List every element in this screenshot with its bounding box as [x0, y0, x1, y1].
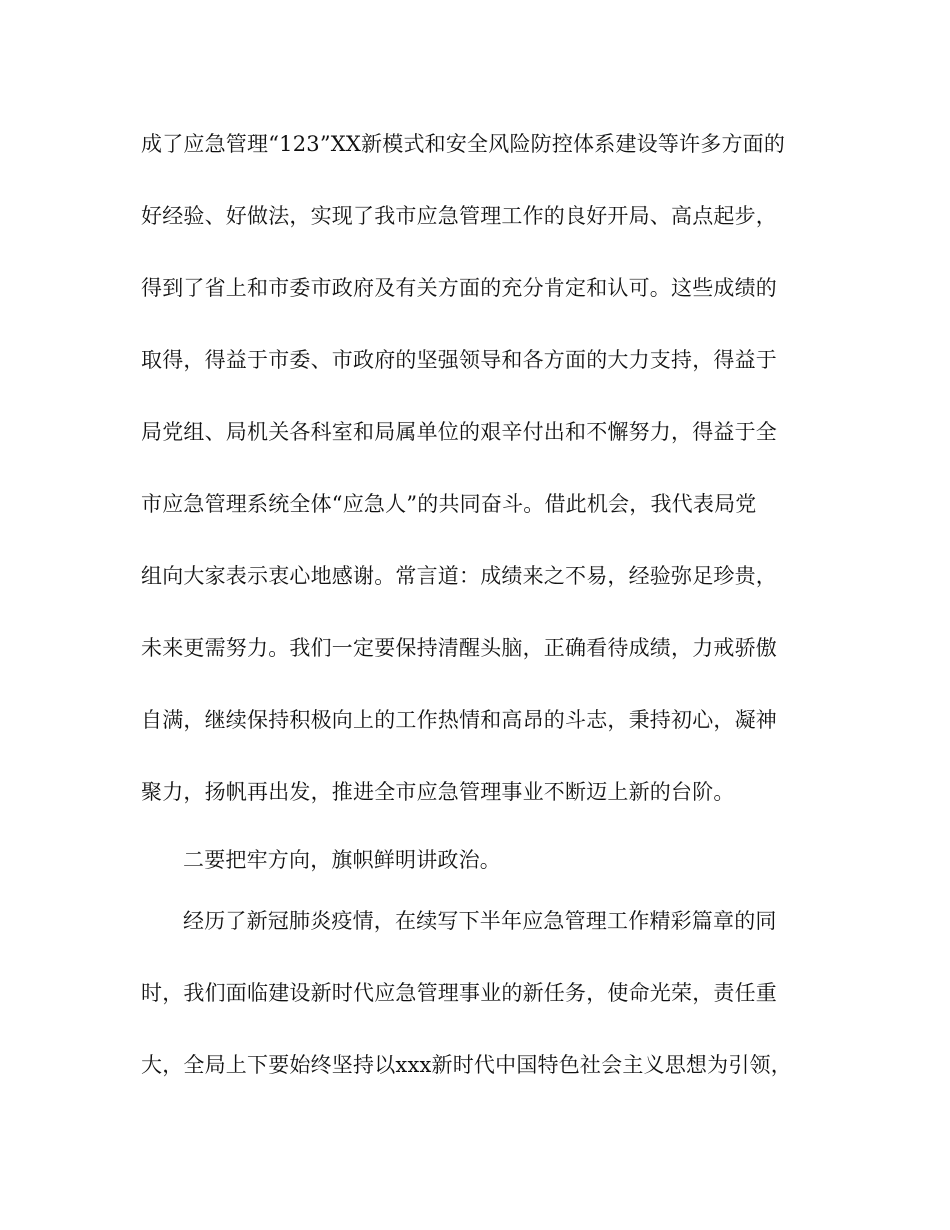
body-text-line: 未来更需努力。我们一定要保持清醒头脑，正确看待成绩，力戒骄傲	[141, 636, 777, 660]
body-text-line: 自满，继续保持积极向上的工作热情和高昂的斗志，秉持初心，凝神	[141, 708, 777, 732]
body-text-line: 好经验、好做法，实现了我市应急管理工作的良好开局、高点起步，	[141, 204, 777, 228]
body-text-line: 局党组、局机关各科室和局属单位的艰辛付出和不懈努力，得益于全	[141, 420, 777, 444]
body-text-line: 市应急管理系统全体“应急人”的共同奋斗。借此机会，我代表局党	[141, 492, 757, 516]
body-text-line: 聚力，扬帆再出发，推进全市应急管理事业不断迈上新的台阶。	[141, 780, 735, 804]
body-text-line: 组向大家表示衷心地感谢。常言道：成绩来之不易，经验弥足珍贵，	[141, 564, 777, 588]
body-text-line: 经历了新冠肺炎疫情，在续写下半年应急管理工作精彩篇章的同	[183, 909, 777, 933]
body-text-line: 大，全局上下要始终坚持以xxx新时代中国特色社会主义思想为引领，	[141, 1053, 792, 1077]
section-heading: 二要把牢方向，旗帜鲜明讲政治。	[183, 848, 501, 872]
body-text-line: 时，我们面临建设新时代应急管理事业的新任务，使命光荣，责任重	[141, 981, 777, 1005]
body-text-line: 取得，得益于市委、市政府的坚强领导和各方面的大力支持，得益于	[141, 348, 777, 372]
body-text-line: 成了应急管理“123”XX新模式和安全风险防控体系建设等许多方面的	[141, 132, 786, 156]
body-text-line: 得到了省上和市委市政府及有关方面的充分肯定和认可。这些成绩的	[141, 276, 777, 300]
